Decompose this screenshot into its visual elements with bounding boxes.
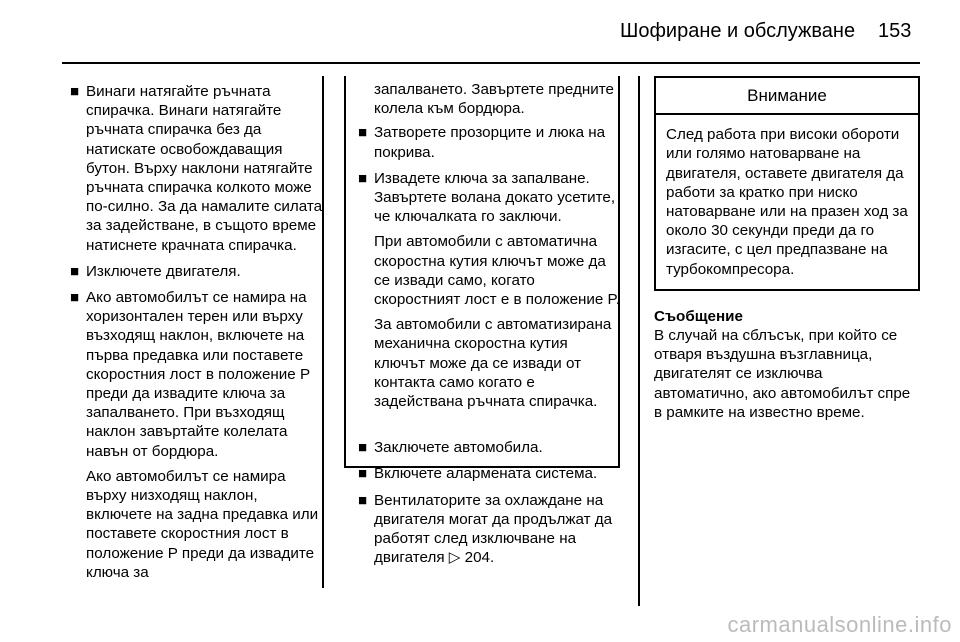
list-item [70, 82, 324, 255]
note-text: В случай на сблъсък, при който се отваря въздушна възглавница, двигателят се изключва автоматично, ако автомобилът спре в рамките на известно време. [654, 327, 911, 421]
list-item [358, 464, 622, 483]
paragraph: Включете алармената система. [374, 465, 598, 483]
paragraph: Ако автомобилът се намира на хоризонтален терен или върху възходящ наклон, включете на първа предавка или поставете скоростния лост в положение P преди да извадите ключа за запалването. При възходящ наклон завъртайте колелата навън от бордюра. [86, 289, 310, 460]
paragraph: запалването. Завъртете предните колела към бордюра. [374, 81, 615, 118]
paragraph: Изключете двигателя. [86, 262, 241, 280]
continuation-text [358, 80, 622, 118]
column-2 [358, 80, 622, 574]
list-item [358, 123, 622, 161]
bullet-icon: ■ [358, 491, 368, 509]
page-number: 153 [878, 20, 912, 42]
watermark: carmanualsonline.info [727, 612, 952, 637]
list-item [358, 169, 622, 411]
list-item [70, 288, 324, 582]
note-section [654, 307, 920, 422]
warning-title: Внимание [656, 78, 918, 115]
header-divider [62, 62, 920, 64]
paragraph: За автомобили с автоматизирана механична скоростна кутия ключът може да се извади от контакта само когато е задействана ръчната спирачка. [374, 316, 612, 411]
list-item [70, 262, 324, 281]
page-header [0, 0, 960, 60]
page-title: Шофиране и обслужване [620, 20, 856, 42]
paragraph: При автомобили с автоматична скоростна кутия ключът може да се извади само, когато скоростният лост е в положение P. [374, 233, 620, 309]
bullet-icon: ■ [358, 465, 368, 483]
warning-box [654, 76, 920, 291]
column-3 [654, 76, 920, 422]
bullet-icon: ■ [70, 262, 80, 280]
column-1 [70, 82, 324, 589]
paragraph: Ако автомобилът се намира върху низходящ наклон, включете на задна предавка или поставете скоростния лост в положение P преди да извадите ключа за [86, 467, 319, 581]
paragraph: Извадете ключа за запалване. Завъртете волана докато усетите, че ключалката го заключи. [374, 169, 616, 226]
paragraph: Затворете прозорците и люка на покрива. [374, 124, 606, 161]
list-item [358, 438, 622, 457]
list-item [358, 491, 622, 568]
paragraph: Вентилаторите за охлаждане на двигателя могат да продължат да работят след изключване на двигателя ▷ 204. [374, 491, 613, 567]
warning-text: След работа при високи обороти или голямо натоварване на двигателя, оставете двигателя да работи за кратко при ниско натоварване или на празен ход за около 30 секунди преди да го изгасите, с цел предпазване на турбокомпресора. [666, 126, 908, 278]
bullet-icon: ■ [358, 124, 368, 142]
column-divider-2 [638, 76, 640, 606]
paragraph: Винаги натягайте ръчната спирачка. Винаги натягайте ръчната спирачка без да натискате освобождаващия бутон. Върху наклони натягайте ръчната спирачка колкото може по-силно. За да намалите силата за задействане, в същото време натиснете крачната спирачка. [86, 83, 323, 254]
paragraph: Заключете автомобила. [374, 439, 543, 457]
bullet-icon: ■ [70, 289, 80, 307]
bullet-icon: ■ [358, 169, 368, 187]
note-title: Съобщение [654, 307, 743, 325]
bullet-icon: ■ [358, 439, 368, 457]
bullet-icon: ■ [70, 83, 80, 100]
